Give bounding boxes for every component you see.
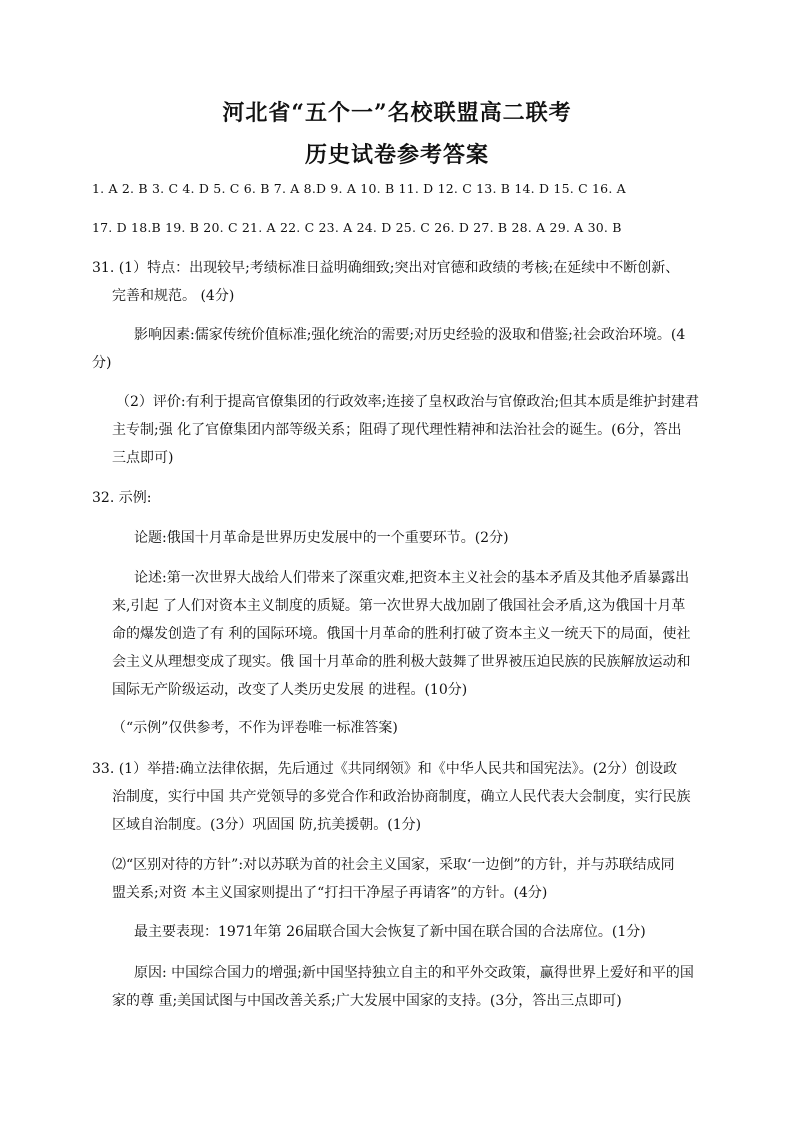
- q32-argument-line-5: 国际无产阶级运动，改变了人类历史发展 的进程。(10分): [112, 682, 468, 698]
- q33-part1-line-2: 治制度，实行中国 共产党领导的多党合作和政治协商制度，确立人民代表大会制度，实行民族: [112, 789, 691, 805]
- q32-argument-line-1: 论述:第一次世界大战给人们带来了深重灾难,把资本主义社会的基本矛盾及其他矛盾暴露出: [134, 570, 690, 586]
- q32-argument-line-3: 命的爆发创造了有 利的国际环境。俄国十月革命的胜利打破了资本主义一统天下的局面，使社: [112, 626, 691, 642]
- q33-main-performance: 最主要表现：1971年第 26届联合国大会恢复了新中国在联合国的合法席位。(1分): [134, 924, 646, 940]
- q31-part1-line-1: 31. (1）特点：出现较早;考绩标准日益明确细致;突出对官德和政绩的考核;在延续中不断创新、: [92, 260, 680, 276]
- q32-argument-line-2: 来,引起 了人们对资本主义制度的质疑。第一次世界大战加剧了俄国社会矛盾,这为俄国十月革: [112, 598, 686, 614]
- mc-answers-line-2: 17. D 18.B 19. B 20. C 21. A 22. C 23. A 24. D 25. C 26. D 27. B 28. A 29. A 30. B: [92, 220, 622, 235]
- q31-part2-line-1: （2）评价:有利于提高官僚集团的行政效率;连接了皇权政治与官僚政治;但其本质是维护封建君: [116, 394, 700, 410]
- q31-factors-line-1: 影响因素:儒家传统价值标准;强化统治的需要;对历史经验的汲取和借鉴;社会政治环境。(4: [134, 327, 686, 343]
- q33-part1-line-3: 区域自治制度。(3分）巩固国 防,抗美援朝。(1分): [112, 817, 422, 833]
- q33-part2-line-2: 盟关系;对资 本主义国家则提出了“打扫干净屋子再请客”的方针。(4分): [112, 885, 548, 901]
- mc-answers-line-1: 1. A 2. B 3. C 4. D 5. C 6. B 7. A 8.D 9. A 10. B 11. D 12. C 13. B 14. D 15. C 16. A: [92, 181, 626, 196]
- document-subtitle: 历史试卷参考答案: [304, 142, 489, 168]
- q33-part1-line-1: 33. (1）举措:确立法律依据，先后通过《共同纲领》和《中华人民共和国宪法》。(2分）创设政: [92, 761, 678, 777]
- q32-argument-line-4: 会主义从理想变成了现实。俄 国十月革命的胜利极大鼓舞了世界被压迫民族的民族解放运动和: [112, 654, 691, 670]
- q32-note: （“示例”仅供参考，不作为评卷唯一标准答案): [112, 720, 398, 736]
- q31-factors-line-2: 分): [92, 355, 112, 371]
- q31-part2-line-3: 三点即可): [112, 450, 174, 466]
- q32-header: 32. 示例:: [92, 490, 152, 506]
- q32-thesis: 论题:俄国十月革命是世界历史发展中的一个重要环节。(2分): [134, 530, 509, 546]
- q33-reasons-line-1: 原因: 中国综合国力的增强;新中国坚持独立自主的和平外交政策，赢得世界上爱好和平的国: [134, 965, 694, 981]
- q31-part2-line-2: 主专制;强 化了官僚集团内部等级关系；阻碍了现代理性精神和法治社会的诞生。(6分，答出: [112, 422, 682, 438]
- document-title: 河北省“五个一”名校联盟高二联考: [222, 100, 572, 126]
- q31-part1-line-2: 完善和规范。 (4分): [112, 288, 235, 304]
- q33-reasons-line-2: 家的尊 重;美国试图与中国改善关系;广大发展中国家的支持。(3分，答出三点即可): [112, 993, 622, 1009]
- q33-part2-line-1: ⑵“区别对待的方针”:对以苏联为首的社会主义国家，采取‘一边倒”的方针，并与苏联结成同: [112, 857, 675, 873]
